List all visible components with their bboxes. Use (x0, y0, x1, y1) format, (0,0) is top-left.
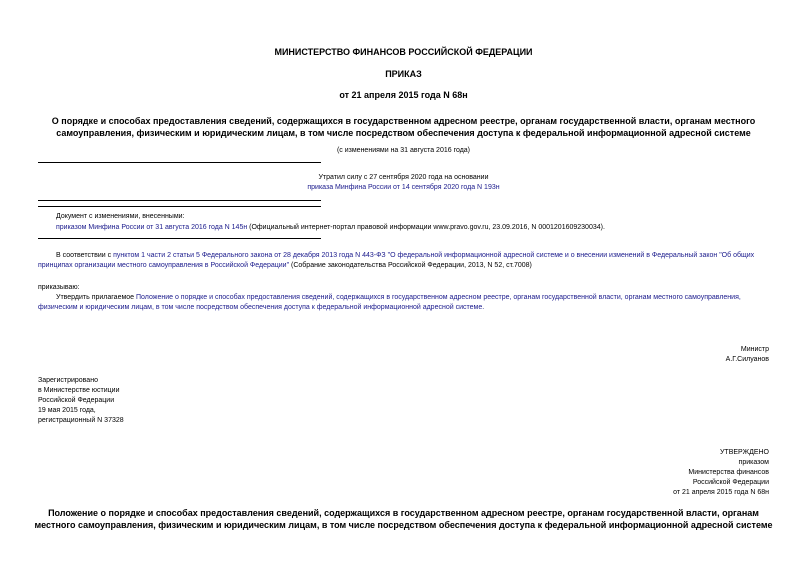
approved-line: УТВЕРЖДЕНО (719, 449, 769, 456)
approved-line: Российской Федерации (692, 479, 769, 486)
signature-position: Министр (740, 346, 769, 353)
registration-line: в Министерстве юстиции (38, 387, 120, 394)
approve-link-cont[interactable]: физическим и юридическим лицам, в том числе посредством обеспечения доступа к федеральной информационной адресной системе. (38, 304, 485, 311)
order-verb: приказываю: (38, 284, 80, 291)
divider (38, 200, 321, 201)
expired-link[interactable]: приказа Минфина России от 14 сентября 2020 года N 193н (307, 184, 500, 191)
doc-date-number: от 21 апреля 2015 года N 68н (339, 90, 468, 100)
basis-suffix: (Собрание законодательства Российской Федерации, 2013, N 52, ст.7008) (289, 262, 532, 269)
divider (38, 162, 321, 163)
doc-type: ПРИКАЗ (385, 69, 422, 79)
appendix-title-line1: Положение о порядке и способах предоставления сведений, содержащихся в государственном адресном реестре, органам государственной власти, органам (48, 508, 759, 518)
registration-line: Зарегистрировано (38, 377, 98, 384)
approved-block (673, 448, 769, 498)
signature-name: А.Г.Силуанов (725, 356, 769, 363)
basis-prefix: В соответствии с (56, 252, 114, 259)
registration-line: Российской Федерации (38, 397, 115, 404)
approve-link[interactable]: Положение о порядке и способах предоставления сведений, содержащихся в государственном адресном реестре, органам государственной власти, органам местного самоуправления, (136, 294, 741, 301)
revision-note: (с изменениями на 31 августа 2016 года) (336, 147, 471, 154)
divider (38, 206, 321, 207)
changes-line (56, 223, 605, 233)
changes-source: (Официальный интернет-портал правовой информации www.pravo.gov.ru, 23.09.2016, N 0001201609230034). (247, 224, 605, 231)
registration-line: 19 мая 2015 года, (38, 407, 96, 414)
basis-line2 (38, 261, 532, 271)
approved-line: от 21 апреля 2015 года N 68н (673, 489, 769, 496)
divider (38, 238, 321, 239)
approved-line: Министерства финансов (688, 469, 769, 476)
appendix-title-line2: местного самоуправления, физическим и юридическим лицам, в том числе посредством обеспечения доступа к федеральной информационной адресной системе (34, 520, 773, 530)
doc-title-line2: самоуправления, физическим и юридическим лицам, в том числе посредством обеспечения доступа к федеральной информационной адресной системе (56, 128, 751, 138)
approved-line: приказом (738, 459, 769, 466)
changes-label: Документ с изменениями, внесенными: (56, 213, 185, 220)
ministry-title: МИНИСТЕРСТВО ФИНАНСОВ РОССИЙСКОЙ ФЕДЕРАЦИИ (274, 47, 533, 57)
changes-link[interactable]: приказом Минфина России от 31 августа 2016 года N 145н (56, 224, 248, 231)
basis-law-link-cont[interactable]: принципах организации местного самоуправления в Российской Федерации" (38, 262, 290, 269)
basis-law-link[interactable]: пунктом 1 части 2 статьи 5 Федерального закона от 28 декабря 2013 года N 443-ФЗ "О федеральной информационной адресной системе и о внесении изменений в Федеральный закон "Об общих (113, 252, 755, 259)
basis-line1 (56, 251, 754, 261)
expired-text: Утратил силу с 27 сентября 2020 года на основании (318, 174, 489, 181)
registration-line: регистрационный N 37328 (38, 417, 124, 424)
registration-block (38, 376, 124, 426)
approve-prefix: Утвердить прилагаемое (56, 294, 137, 301)
doc-title-line1: О порядке и способах предоставления сведений, содержащихся в государственном адресном реестре, органам государственной власти, органам местного (51, 116, 756, 126)
order-approve-line1 (56, 293, 741, 303)
